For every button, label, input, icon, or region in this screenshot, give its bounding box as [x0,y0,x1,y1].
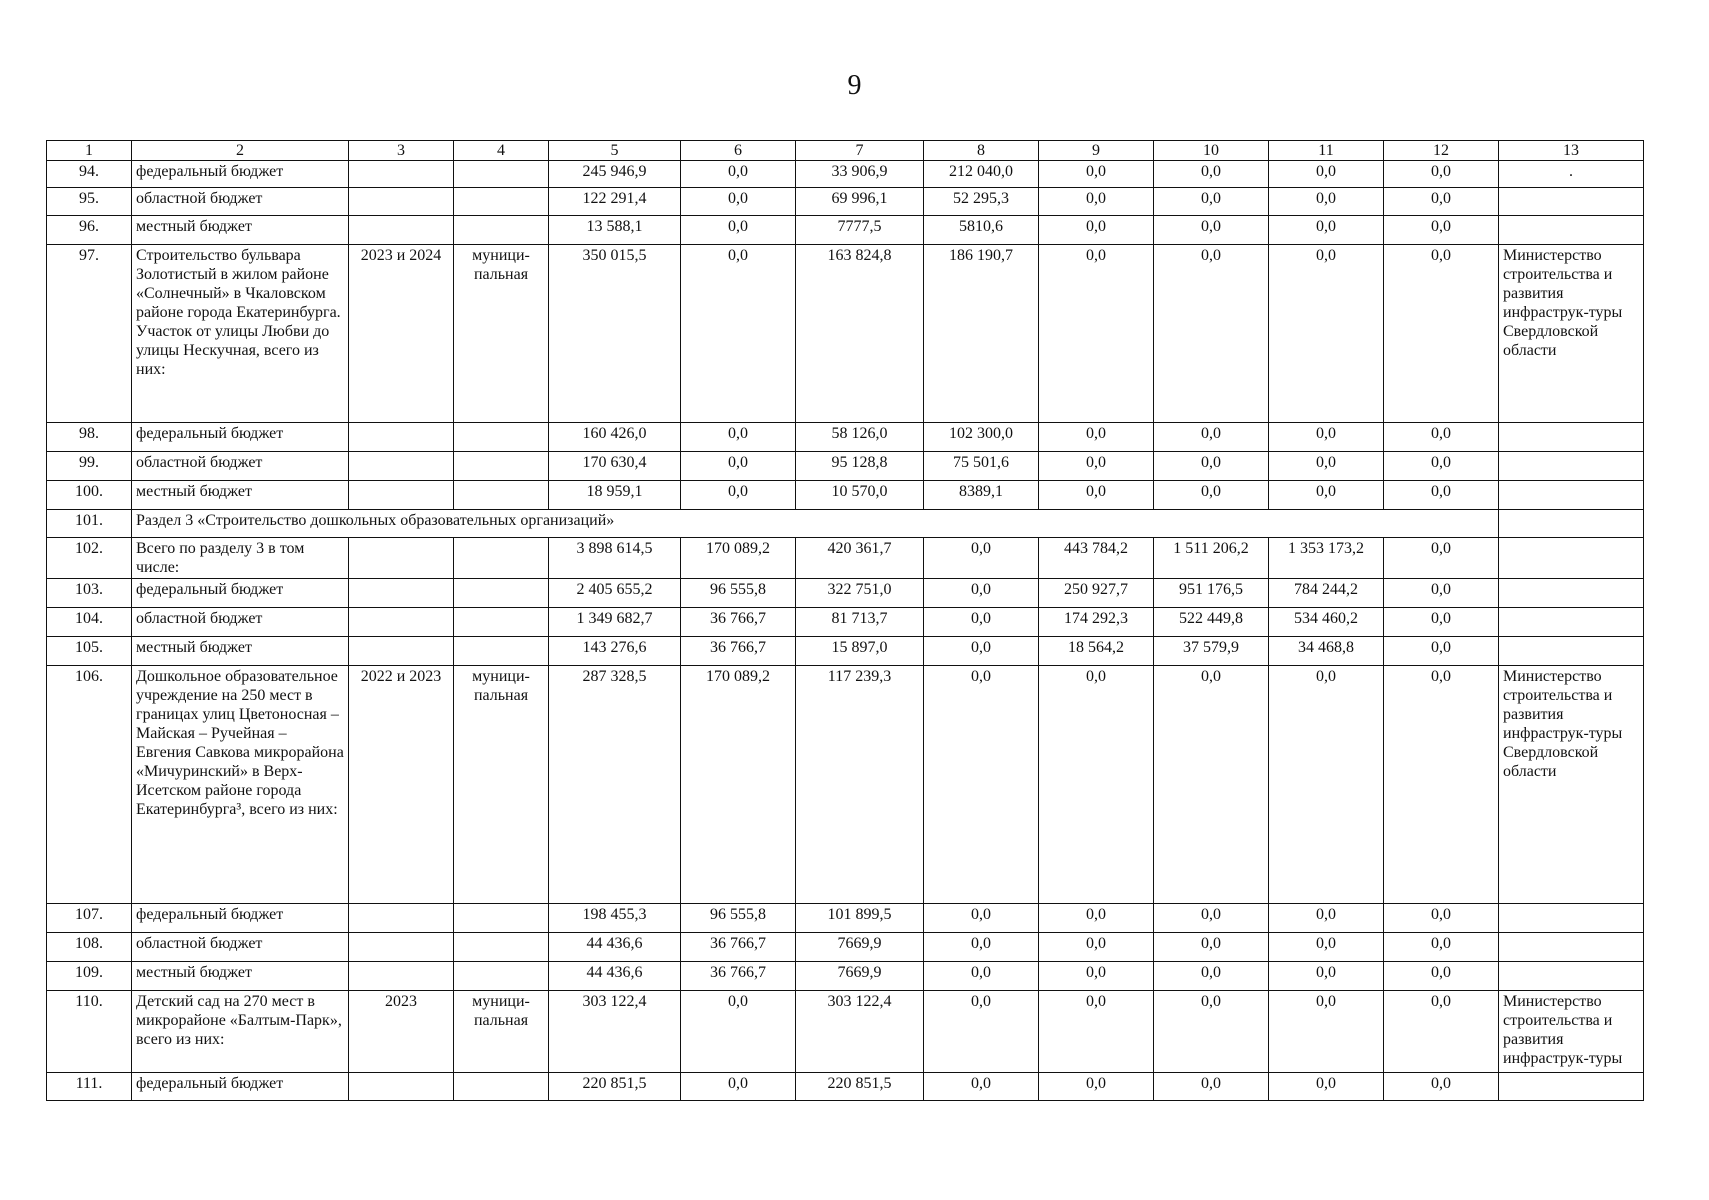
period-cell [349,216,454,245]
item-name: областной бюджет [132,452,349,481]
value-cell: 34 468,8 [1269,637,1384,666]
responsible-cell [1499,933,1644,962]
value-cell: 220 851,5 [796,1073,924,1101]
period-cell [349,452,454,481]
period-cell [349,637,454,666]
value-cell: 0,0 [1154,452,1269,481]
table-row [47,245,1644,423]
value-cell: 81 713,7 [796,608,924,637]
value-cell: 96 555,8 [681,579,796,608]
value-cell: 0,0 [1269,245,1384,423]
row-number: 102. [47,538,132,579]
value-cell: 303 122,4 [549,991,681,1073]
table-row [47,962,1644,991]
value-cell: 198 455,3 [549,904,681,933]
table-row [47,608,1644,637]
item-name: местный бюджет [132,962,349,991]
ownership-cell [454,423,549,452]
column-header: 1 [47,141,132,161]
value-cell: 13 588,1 [549,216,681,245]
responsible-cell [1499,216,1644,245]
value-cell: 7777,5 [796,216,924,245]
value-cell: 212 040,0 [924,161,1039,188]
value-cell: 951 176,5 [1154,579,1269,608]
value-cell: 0,0 [1039,991,1154,1073]
period-cell [349,161,454,188]
value-cell: 0,0 [1269,962,1384,991]
value-cell: 1 511 206,2 [1154,538,1269,579]
value-cell: 0,0 [1269,933,1384,962]
value-cell: 7669,9 [796,933,924,962]
row-number: 111. [47,1073,132,1101]
value-cell: 0,0 [1384,962,1499,991]
value-cell: 250 927,7 [1039,579,1154,608]
value-cell: 0,0 [681,188,796,216]
column-header: 10 [1154,141,1269,161]
value-cell: 0,0 [1384,161,1499,188]
value-cell: 0,0 [1154,188,1269,216]
row-number: 104. [47,608,132,637]
ownership-cell [454,962,549,991]
item-name: федеральный бюджет [132,423,349,452]
value-cell: 0,0 [1039,245,1154,423]
ownership-cell: муници-пальная [454,245,549,423]
value-cell: 1 353 173,2 [1269,538,1384,579]
value-cell: 0,0 [1384,216,1499,245]
column-header: 12 [1384,141,1499,161]
value-cell: 0,0 [1154,962,1269,991]
value-cell: 163 824,8 [796,245,924,423]
table-row [47,666,1644,904]
value-cell: 322 751,0 [796,579,924,608]
column-header: 11 [1269,141,1384,161]
table-row [47,538,1644,579]
value-cell: 420 361,7 [796,538,924,579]
value-cell: 0,0 [1384,608,1499,637]
table-row [47,991,1644,1073]
value-cell: 8389,1 [924,481,1039,510]
period-cell [349,1073,454,1101]
value-cell: 102 300,0 [924,423,1039,452]
period-cell [349,481,454,510]
responsible-cell [1499,452,1644,481]
value-cell: 0,0 [1269,1073,1384,1101]
value-cell: 0,0 [924,933,1039,962]
responsible-cell [1499,538,1644,579]
row-number: 100. [47,481,132,510]
value-cell: 0,0 [1039,1073,1154,1101]
value-cell: 0,0 [1039,188,1154,216]
value-cell: 37 579,9 [1154,637,1269,666]
value-cell: 0,0 [1384,579,1499,608]
item-name: Детский сад на 270 мест в микрорайоне «Балтым-Парк», всего из них: [132,991,349,1073]
value-cell: 0,0 [681,452,796,481]
column-header: 9 [1039,141,1154,161]
responsible-cell: . [1499,161,1644,188]
value-cell: 0,0 [1384,637,1499,666]
value-cell: 522 449,8 [1154,608,1269,637]
value-cell: 0,0 [1384,188,1499,216]
period-cell [349,579,454,608]
value-cell: 18 959,1 [549,481,681,510]
row-number: 103. [47,579,132,608]
responsible-cell [1499,1073,1644,1101]
item-name: областной бюджет [132,933,349,962]
value-cell: 0,0 [1269,452,1384,481]
value-cell: 36 766,7 [681,962,796,991]
value-cell: 2 405 655,2 [549,579,681,608]
value-cell: 36 766,7 [681,637,796,666]
value-cell: 15 897,0 [796,637,924,666]
value-cell: 220 851,5 [549,1073,681,1101]
table-row [47,216,1644,245]
value-cell: 95 128,8 [796,452,924,481]
period-cell: 2022 и 2023 [349,666,454,904]
value-cell: 33 906,9 [796,161,924,188]
item-name: Всего по разделу 3 в том числе: [132,538,349,579]
value-cell: 0,0 [1154,161,1269,188]
value-cell: 101 899,5 [796,904,924,933]
value-cell: 303 122,4 [796,991,924,1073]
ownership-cell [454,579,549,608]
ownership-cell [454,188,549,216]
period-cell [349,538,454,579]
ownership-cell [454,1073,549,1101]
value-cell: 784 244,2 [1269,579,1384,608]
item-name: местный бюджет [132,481,349,510]
value-cell: 0,0 [924,1073,1039,1101]
item-name: областной бюджет [132,188,349,216]
row-number: 96. [47,216,132,245]
value-cell: 0,0 [681,161,796,188]
item-name: областной бюджет [132,608,349,637]
value-cell: 122 291,4 [549,188,681,216]
item-name: федеральный бюджет [132,161,349,188]
value-cell: 0,0 [924,608,1039,637]
ownership-cell [454,161,549,188]
item-name: федеральный бюджет [132,1073,349,1101]
value-cell: 0,0 [924,904,1039,933]
value-cell: 0,0 [1154,933,1269,962]
value-cell: 0,0 [1154,423,1269,452]
value-cell: 18 564,2 [1039,637,1154,666]
value-cell: 0,0 [1154,481,1269,510]
period-cell [349,423,454,452]
value-cell: 0,0 [1384,452,1499,481]
ownership-cell: муници-пальная [454,666,549,904]
value-cell: 0,0 [924,579,1039,608]
item-name: местный бюджет [132,637,349,666]
column-header: 13 [1499,141,1644,161]
value-cell: 0,0 [681,245,796,423]
value-cell: 44 436,6 [549,962,681,991]
row-number: 97. [47,245,132,423]
value-cell: 3 898 614,5 [549,538,681,579]
table-row [47,637,1644,666]
row-number: 110. [47,991,132,1073]
value-cell: 443 784,2 [1039,538,1154,579]
table-row [47,161,1644,188]
table-row [47,1073,1644,1101]
row-number: 101. [47,510,132,538]
value-cell: 186 190,7 [924,245,1039,423]
ownership-cell [454,481,549,510]
value-cell: 143 276,6 [549,637,681,666]
ownership-cell [454,608,549,637]
value-cell: 0,0 [924,962,1039,991]
responsible-cell [1499,579,1644,608]
row-number: 98. [47,423,132,452]
value-cell: 0,0 [1039,423,1154,452]
value-cell: 0,0 [1384,904,1499,933]
value-cell: 0,0 [1269,991,1384,1073]
column-header: 5 [549,141,681,161]
period-cell [349,933,454,962]
row-number: 95. [47,188,132,216]
value-cell: 0,0 [1384,481,1499,510]
column-header: 7 [796,141,924,161]
value-cell: 0,0 [1039,933,1154,962]
column-header: 8 [924,141,1039,161]
value-cell: 0,0 [1269,904,1384,933]
value-cell: 0,0 [1039,216,1154,245]
value-cell: 0,0 [681,991,796,1073]
value-cell: 0,0 [1384,933,1499,962]
responsible-cell [1499,481,1644,510]
row-number: 106. [47,666,132,904]
value-cell: 0,0 [924,538,1039,579]
value-cell: 1 349 682,7 [549,608,681,637]
item-name: Строительство бульвара Золотистый в жилом районе «Солнечный» в Чкаловском районе города Екатеринбурга. Участок от улицы Любви до улицы Нескучная, всего из них: [132,245,349,423]
header-row [47,141,1644,161]
section-title: Раздел 3 «Строительство дошкольных образовательных организаций» [132,510,1499,538]
ownership-cell: муници-пальная [454,991,549,1073]
value-cell: 0,0 [1039,481,1154,510]
value-cell: 0,0 [1384,538,1499,579]
row-number: 107. [47,904,132,933]
value-cell: 0,0 [1154,1073,1269,1101]
item-name: местный бюджет [132,216,349,245]
value-cell: 0,0 [1384,423,1499,452]
value-cell: 170 630,4 [549,452,681,481]
row-number: 108. [47,933,132,962]
value-cell: 0,0 [1384,245,1499,423]
table-row [47,579,1644,608]
responsible-cell [1499,188,1644,216]
period-cell: 2023 и 2024 [349,245,454,423]
ownership-cell [454,933,549,962]
value-cell: 534 460,2 [1269,608,1384,637]
row-number: 105. [47,637,132,666]
value-cell: 52 295,3 [924,188,1039,216]
responsible-cell: Министерство строительства и развития инфраструк-туры Свердловской области [1499,666,1644,904]
value-cell: 36 766,7 [681,608,796,637]
value-cell: 245 946,9 [549,161,681,188]
section-row [47,510,1644,538]
value-cell: 0,0 [924,666,1039,904]
value-cell: 0,0 [1154,991,1269,1073]
value-cell: 58 126,0 [796,423,924,452]
value-cell: 0,0 [1269,423,1384,452]
ownership-cell [454,452,549,481]
item-name: федеральный бюджет [132,904,349,933]
value-cell: 0,0 [681,423,796,452]
value-cell: 0,0 [1154,216,1269,245]
value-cell: 0,0 [1039,666,1154,904]
value-cell: 44 436,6 [549,933,681,962]
row-number: 99. [47,452,132,481]
value-cell: 96 555,8 [681,904,796,933]
value-cell: 0,0 [1154,666,1269,904]
value-cell: 69 996,1 [796,188,924,216]
responsible-cell [1499,423,1644,452]
table-row [47,423,1644,452]
value-cell: 0,0 [1154,245,1269,423]
value-cell: 0,0 [1269,666,1384,904]
value-cell: 0,0 [1039,962,1154,991]
value-cell: 170 089,2 [681,666,796,904]
value-cell: 7669,9 [796,962,924,991]
column-header: 6 [681,141,796,161]
table-row [47,481,1644,510]
value-cell: 0,0 [1384,666,1499,904]
value-cell: 0,0 [1154,904,1269,933]
value-cell: 0,0 [924,991,1039,1073]
value-cell: 0,0 [1269,161,1384,188]
value-cell: 0,0 [1039,161,1154,188]
item-name: Дошкольное образовательное учреждение на 250 мест в границах улиц Цветоносная – Майская – Ручейная – Евгения Савкова микрорайона «Мичуринский» в Верх-Исетском районе города Екатеринбурга³, всего из них: [132,666,349,904]
value-cell: 350 015,5 [549,245,681,423]
page-number: 9 [847,70,862,101]
value-cell: 0,0 [1039,904,1154,933]
value-cell: 0,0 [681,1073,796,1101]
responsible-cell [1499,510,1644,538]
table-row [47,904,1644,933]
value-cell: 117 239,3 [796,666,924,904]
period-cell [349,188,454,216]
value-cell: 5810,6 [924,216,1039,245]
ownership-cell [454,637,549,666]
column-header: 4 [454,141,549,161]
responsible-cell [1499,608,1644,637]
value-cell: 0,0 [1039,452,1154,481]
responsible-cell: Министерство строительства и развития инфраструк-туры [1499,991,1644,1073]
period-cell [349,904,454,933]
budget-table [46,140,1644,1101]
value-cell: 0,0 [1384,1073,1499,1101]
responsible-cell [1499,637,1644,666]
responsible-cell [1499,904,1644,933]
period-cell [349,608,454,637]
value-cell: 0,0 [681,216,796,245]
value-cell: 0,0 [1269,481,1384,510]
row-number: 94. [47,161,132,188]
value-cell: 10 570,0 [796,481,924,510]
item-name: федеральный бюджет [132,579,349,608]
value-cell: 0,0 [924,637,1039,666]
value-cell: 0,0 [1384,991,1499,1073]
value-cell: 0,0 [1269,216,1384,245]
value-cell: 36 766,7 [681,933,796,962]
ownership-cell [454,904,549,933]
ownership-cell [454,538,549,579]
value-cell: 170 089,2 [681,538,796,579]
responsible-cell [1499,962,1644,991]
responsible-cell: Министерство строительства и развития инфраструк-туры Свердловской области [1499,245,1644,423]
value-cell: 174 292,3 [1039,608,1154,637]
value-cell: 75 501,6 [924,452,1039,481]
value-cell: 0,0 [681,481,796,510]
ownership-cell [454,216,549,245]
column-header: 2 [132,141,349,161]
value-cell: 287 328,5 [549,666,681,904]
column-header: 3 [349,141,454,161]
table-row [47,452,1644,481]
row-number: 109. [47,962,132,991]
period-cell: 2023 [349,991,454,1073]
period-cell [349,962,454,991]
table-row [47,188,1644,216]
value-cell: 160 426,0 [549,423,681,452]
value-cell: 0,0 [1269,188,1384,216]
table-row [47,933,1644,962]
